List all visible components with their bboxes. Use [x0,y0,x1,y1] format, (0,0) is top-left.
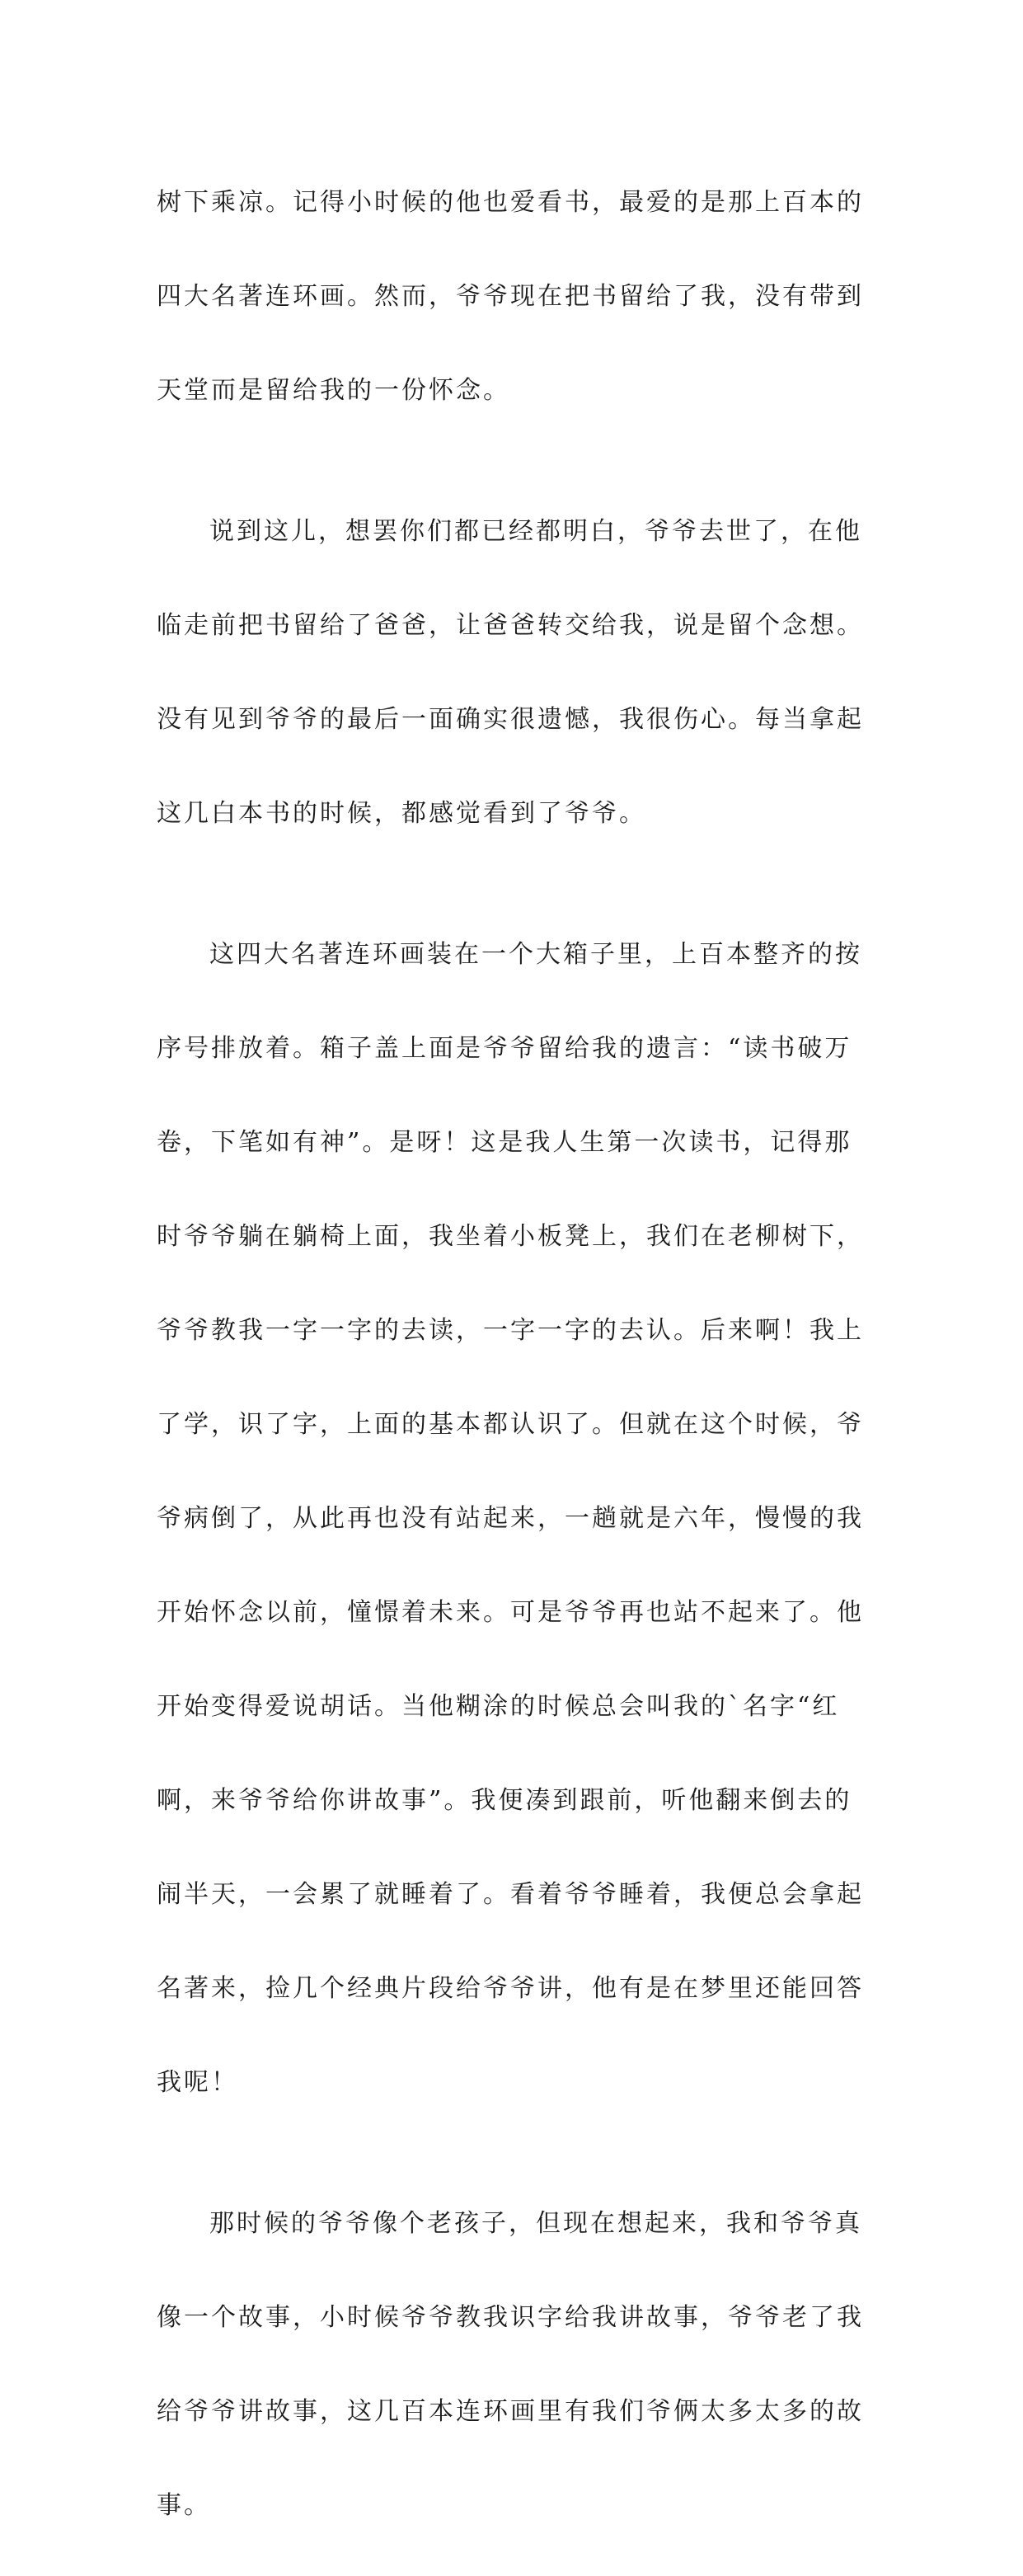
text-line: 爷爷教我一字一字的去读，一字一字的去认。后来啊！我上 [157,1316,864,1345]
text-line: 这几白本书的时候，都感觉看到了爷爷。 [157,799,646,828]
document-body [157,132,866,2576]
text-line: 天堂而是留给我的一份怀念。 [157,376,510,405]
text-line: 没有见到爷爷的最后一面确实很遗憾，我很伤心。每当拿起 [157,705,864,734]
text-line: 啊，来爷爷给你讲故事”。我便凑到跟前，听他翻来倒去的 [157,1786,852,1815]
text-line: 那时候的爷爷像个老孩子，但现在想起来，我和爷爷真 [209,2209,862,2238]
text-line: 闹半天，一会累了就睡着了。看着爷爷睡着，我便总会拿起 [157,1880,864,1909]
text-line: 临走前把书留给了爸爸，让爸爸转交给我，说是留个念想。 [157,611,864,640]
text-line: 爷病倒了，从此再也没有站起来，一趟就是六年，慢慢的我 [157,1504,864,1533]
paragraph-4 [157,2153,866,2576]
text-line: 我呢！ [157,2068,238,2097]
paragraph-2 [157,461,866,884]
text-line: 了学，识了字，上面的基本都认识了。但就在这个时候，爷 [157,1410,864,1439]
text-line: 卷，下笔如有神”。是呀！这是我人生第一次读书，记得那 [157,1128,852,1157]
text-line: 说到这儿，想罢你们都已经都明白，爷爷去世了，在他 [209,517,862,546]
text-line: 事。 [157,2491,211,2520]
text-line: 给爷爷讲故事，这几百本连环画里有我们爷俩太多太多的故 [157,2397,864,2426]
text-line: 这四大名著连环画装在一个大箱子里，上百本整齐的按 [209,940,862,969]
text-line: 开始变得爱说胡话。当他糊涂的时候总会叫我的`名字“红 [157,1692,840,1721]
text-line: 时爷爷躺在躺椅上面，我坐着小板凳上，我们在老柳树下， [157,1222,864,1251]
text-line: 像一个故事，小时候爷爷教我识字给我讲故事，爷爷老了我 [157,2303,864,2332]
text-line: 序号排放着。箱子盖上面是爷爷留给我的遗言：“读书破万 [157,1034,852,1063]
text-line: 开始怀念以前，憧憬着未来。可是爷爷再也站不起来了。他 [157,1598,864,1627]
text-line: 四大名著连环画。然而，爷爷现在把书留给了我，没有带到 [157,282,864,311]
paragraph-1 [157,132,866,461]
text-line: 树下乘凉。记得小时候的他也爱看书，最爱的是那上百本的 [157,188,864,217]
paragraph-3 [157,884,866,2153]
text-line: 名著来，捡几个经典片段给爷爷讲，他有是在梦里还能回答 [157,1974,864,2003]
